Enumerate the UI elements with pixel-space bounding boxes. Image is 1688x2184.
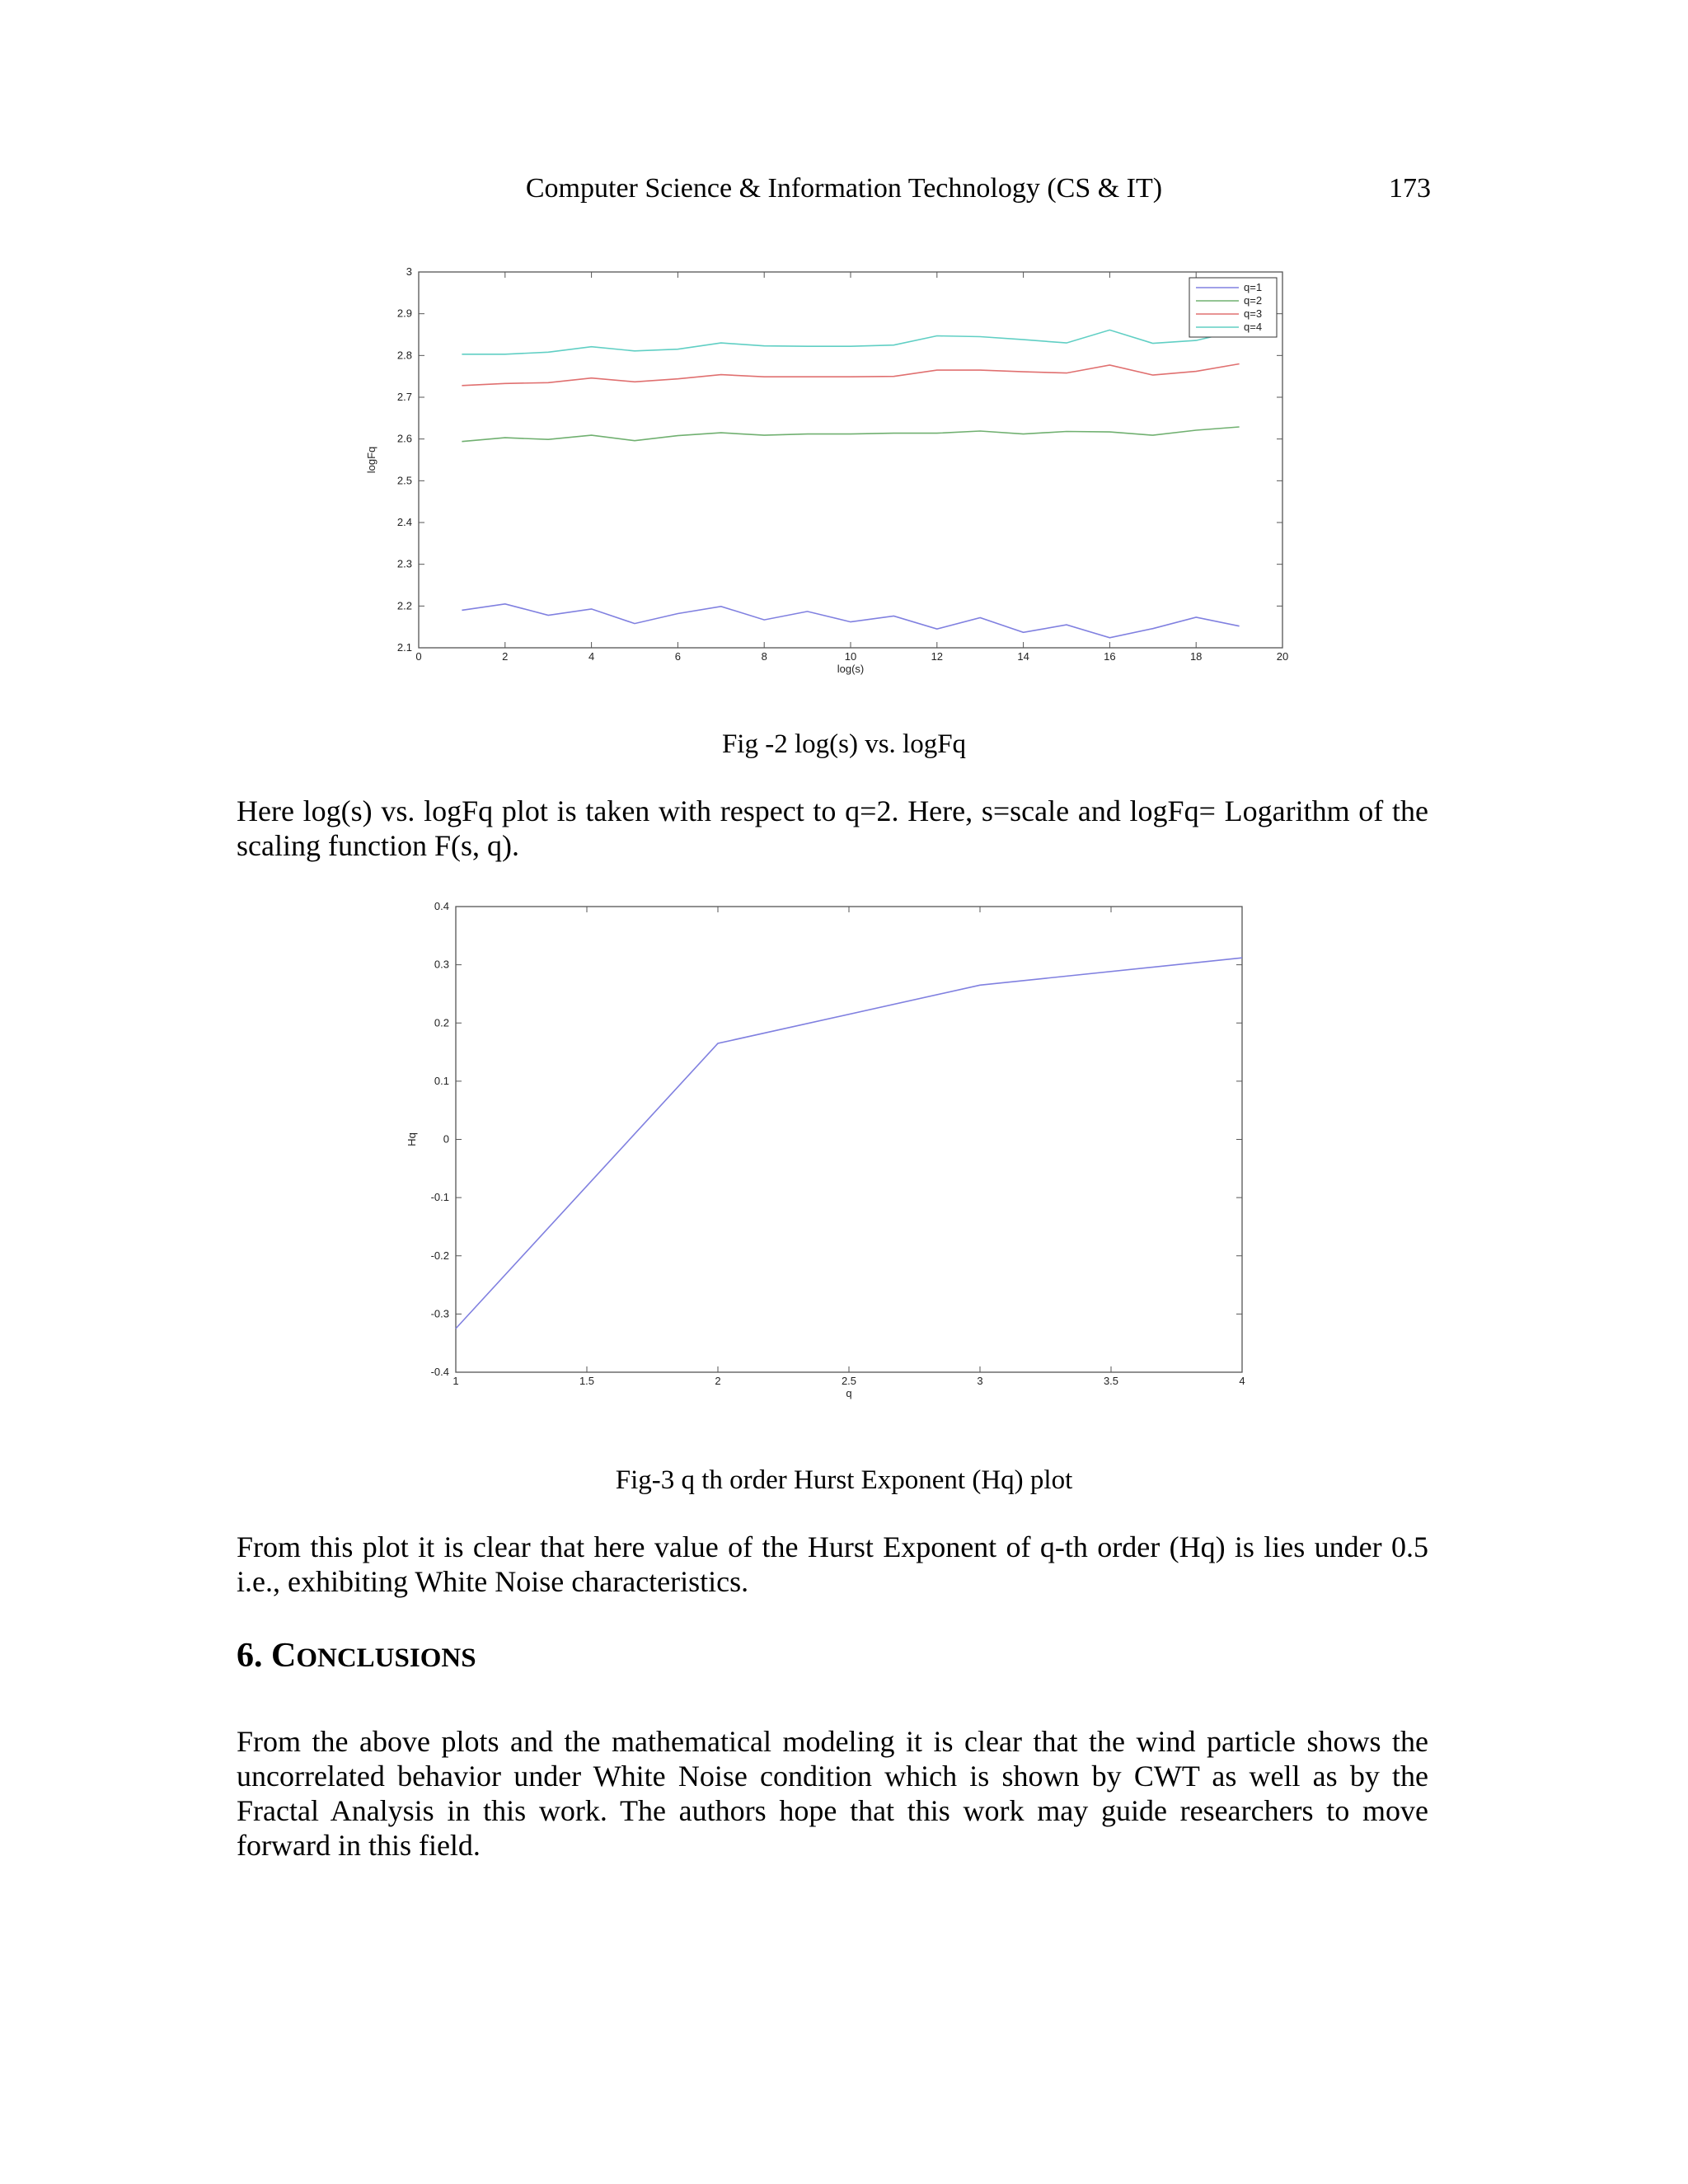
- x-tick-label: 4: [1239, 1375, 1245, 1387]
- x-tick-label: 3.5: [1103, 1375, 1119, 1387]
- x-tick-label: 2.5: [841, 1375, 857, 1387]
- series-line-q3: [462, 364, 1239, 386]
- y-tick-label: 2.9: [396, 307, 412, 320]
- figure-2-caption: Fig -2 log(s) vs. logFq: [721, 729, 967, 759]
- paragraph-fig2-description: Here log(s) vs. logFq plot is taken with respect to q=2. Here, s=scale and logFq= Logarithm of the scaling function F(s, q).: [237, 794, 1428, 862]
- x-tick-label: 20: [1276, 650, 1289, 663]
- x-tick-label: 12: [931, 650, 944, 663]
- y-tick-label: -0.2: [430, 1249, 449, 1262]
- figure-3-chart: [387, 894, 1261, 1422]
- legend-label: q=2: [1244, 294, 1263, 307]
- section-title-initial: C: [271, 1637, 297, 1675]
- section-number: 6.: [237, 1637, 263, 1675]
- legend-box: [1189, 278, 1277, 337]
- y-tick-label: 0.4: [434, 900, 449, 912]
- y-tick-label: 2.8: [396, 349, 412, 362]
- y-tick-label: 2.1: [396, 641, 412, 654]
- running-header-title: Computer Science & Information Technology (CS & IT): [525, 173, 1163, 204]
- legend-label: q=1: [1244, 281, 1263, 293]
- y-tick-label: 2.6: [396, 432, 412, 445]
- y-tick-label: 3: [406, 265, 412, 278]
- x-tick-label: 16: [1104, 650, 1116, 663]
- y-tick-label: 0.1: [434, 1074, 449, 1087]
- series-line-q1: [462, 604, 1239, 638]
- section-title-rest: ONCLUSIONS: [296, 1643, 476, 1673]
- figure-3-caption: Fig-3 q th order Hurst Exponent (Hq) plot: [615, 1465, 1073, 1495]
- x-tick-label: 4: [588, 650, 595, 663]
- series-line-q4: [462, 330, 1239, 354]
- y-tick-label: 2.4: [396, 516, 412, 528]
- x-tick-label: 2: [502, 650, 509, 663]
- x-tick-label: 8: [761, 650, 767, 663]
- paragraph-fig3-description: From this plot it is clear that here value of the Hurst Exponent of q-th order (Hq) is lies under 0.5 i.e., exhibiting White Noise characteristics.: [237, 1530, 1428, 1598]
- x-tick-label: 1: [452, 1375, 459, 1387]
- paragraph-conclusions: From the above plots and the mathematical modeling it is clear that the wind particle shows the uncorrelated behavior under White Noise condition which is shown by CWT as well as by the Fractal Analysis in this work. The authors hope that this work may guide researchers to move forward in this field.: [237, 1725, 1428, 1862]
- x-tick-label: 0: [415, 650, 422, 663]
- legend-label: q=3: [1244, 307, 1263, 320]
- y-axis-label: logFq: [365, 446, 377, 474]
- series-line-hq: [456, 958, 1242, 1329]
- legend: [1189, 278, 1277, 337]
- y-tick-label: 2.2: [396, 599, 412, 612]
- x-tick-label: 6: [674, 650, 682, 663]
- x-tick-label: 1.5: [579, 1375, 595, 1387]
- section-heading-conclusions: [237, 1636, 476, 1675]
- x-tick-label: 10: [844, 650, 857, 663]
- plot-frame: [419, 272, 1282, 648]
- y-tick-label: -0.4: [430, 1366, 449, 1378]
- y-tick-label: 2.5: [396, 474, 412, 487]
- y-axis-label: Hq: [406, 1132, 418, 1146]
- legend-label: q=4: [1244, 321, 1263, 333]
- plot-frame: [456, 907, 1242, 1372]
- x-tick-label: 14: [1017, 650, 1029, 663]
- x-axis-label: log(s): [837, 663, 865, 675]
- figure-2-chart: [354, 262, 1327, 691]
- x-tick-label: 18: [1189, 650, 1203, 663]
- y-tick-label: -0.3: [430, 1307, 449, 1320]
- page-number: 173: [1389, 173, 1431, 204]
- y-tick-label: 2.3: [396, 557, 412, 570]
- x-tick-label: 2: [715, 1375, 721, 1387]
- y-tick-label: -0.1: [430, 1191, 449, 1204]
- x-axis-label: q: [846, 1387, 852, 1399]
- y-tick-label: 2.7: [396, 391, 412, 403]
- y-tick-label: 0.3: [434, 958, 449, 971]
- series-line-q2: [462, 427, 1239, 442]
- y-tick-label: 0.2: [434, 1016, 449, 1029]
- x-tick-label: 3: [977, 1375, 983, 1387]
- y-tick-label: 0: [443, 1132, 449, 1146]
